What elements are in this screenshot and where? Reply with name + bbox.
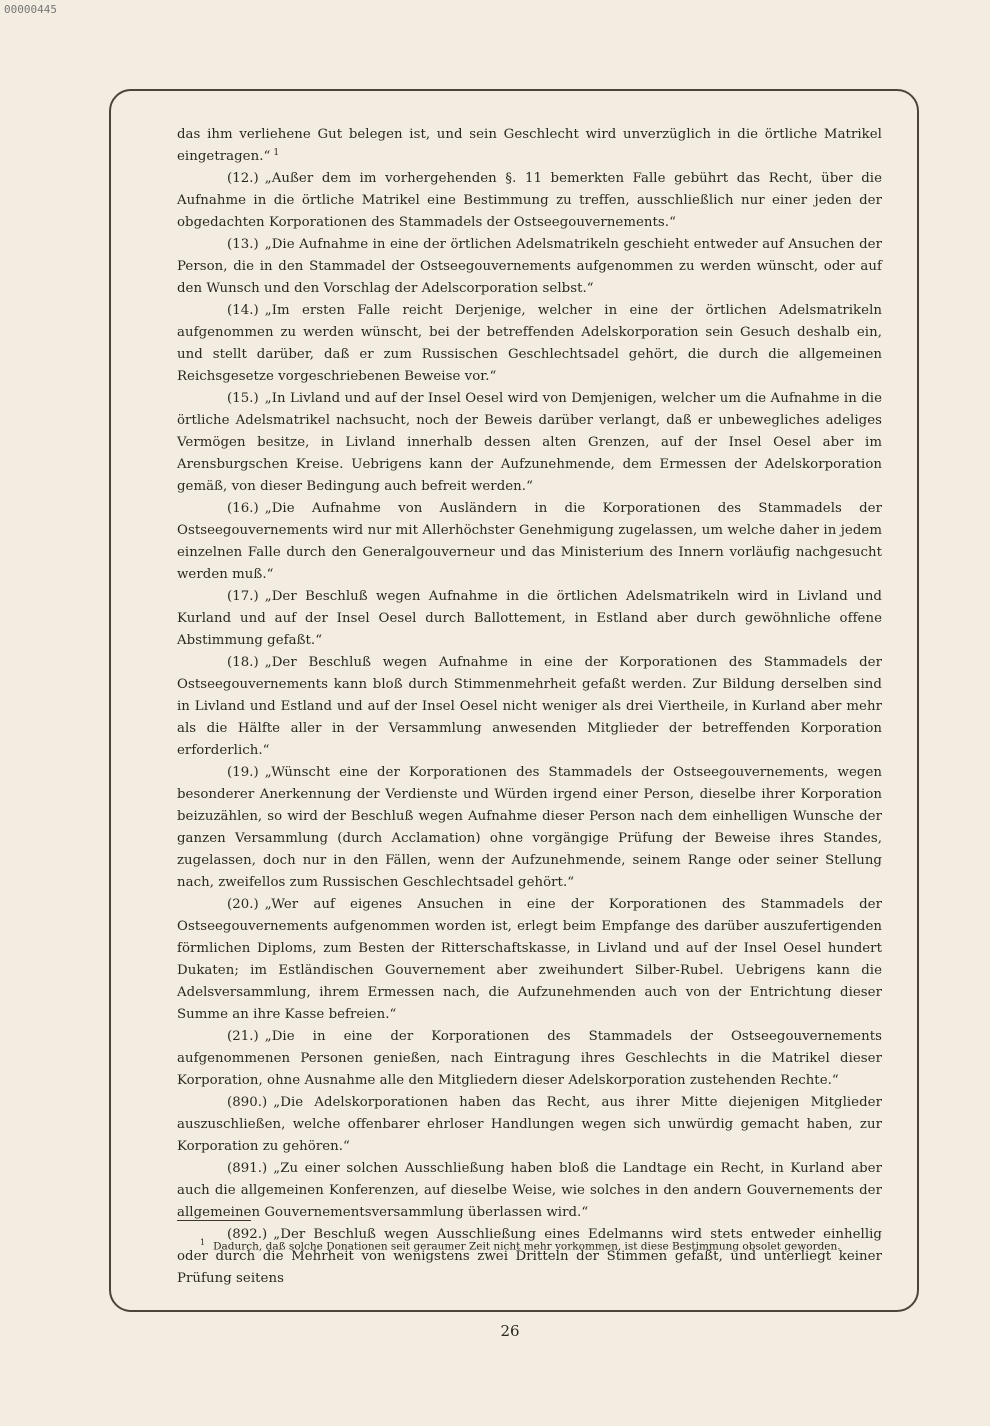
paragraph-16 <box>177 498 882 586</box>
paragraph-text: „Der Beschluß wegen Ausschließung eines Edelmanns wird stets entweder einhellig oder durch die Mehrheit von wenigstens zwei Dritteln der Stimmen gefaßt, und unterliegt keiner Prüfung seitens <box>177 1227 882 1286</box>
paragraph-0 <box>177 124 882 168</box>
footnote-mark: 1 <box>200 1238 206 1247</box>
footnote-divider <box>177 1220 251 1221</box>
paragraph-number: (890.) <box>227 1095 268 1110</box>
scan-id: 00000445 <box>4 3 57 16</box>
paragraph-number: (14.) <box>227 303 259 318</box>
paragraph-19 <box>177 762 882 894</box>
paragraph-text: „Zu einer solchen Ausschließung haben bloß die Landtage ein Recht, in Kurland aber auch die allgemeinen Konferenzen, auf dieselbe Weise, wie solches in den andern Gouvernements der allgemeinen Gouvernementsversammlung überlassen wird.“ <box>177 1161 882 1220</box>
paragraph-text: „Der Beschluß wegen Aufnahme in die örtlichen Adelsmatrikeln wird in Livland und Kurland und auf der Insel Oesel durch Ballottement, in Estland aber durch gewöhnliche offene Abstimmung gefaßt.“ <box>177 589 882 648</box>
footnote-text: Dadurch, daß solche Donationen seit geraumer Zeit nicht mehr vorkommen, ist diese Bestimmung obsolet geworden. <box>213 1240 841 1253</box>
paragraph-number: (892.) <box>227 1227 268 1242</box>
paragraph-number: (891.) <box>227 1161 268 1176</box>
page-number: 26 <box>500 1322 520 1340</box>
page-body <box>177 124 882 1290</box>
paragraph-number: (12.) <box>227 171 259 186</box>
paragraph-18 <box>177 652 882 762</box>
footnote <box>200 1236 890 1254</box>
paragraph-12 <box>177 168 882 234</box>
paragraph-number: (21.) <box>227 1029 259 1044</box>
paragraph-890 <box>177 1092 882 1158</box>
paragraph-text: „In Livland und auf der Insel Oesel wird von Demjenigen, welcher um die Aufnahme in die örtliche Adelsmatrikel nachsucht, noch der Beweis darüber verlangt, daß er unbewegliches adeliges Vermögen besitze, in Livland innerhalb dessen alten Grenzen, auf der Insel Oesel aber im Arensburgschen Kreise. Uebrigens kann der Aufzunehmende, dem Ermessen der Adelskorporation gemäß, von dieser Bedingung auch befreit werden.“ <box>177 391 882 494</box>
paragraph-number: (20.) <box>227 897 259 912</box>
paragraph-number: (19.) <box>227 765 259 780</box>
paragraph-17 <box>177 586 882 652</box>
paragraph-number: (15.) <box>227 391 259 406</box>
paragraph-891 <box>177 1158 882 1224</box>
paragraph-text: das ihm verliehene Gut belegen ist, und sein Geschlecht wird unverzüglich in die örtliche Matrikel eingetragen.“ <box>177 127 882 164</box>
paragraph-21 <box>177 1026 882 1092</box>
paragraph-number: (17.) <box>227 589 259 604</box>
paragraph-number: (16.) <box>227 501 259 516</box>
paragraph-892 <box>177 1224 882 1290</box>
footnote-reference: 1 <box>273 147 280 158</box>
paragraph-text: „Die Aufnahme von Ausländern in die Korporationen des Stammadels der Ostseegouvernements wird nur mit Allerhöchster Genehmigung zugelassen, um welche daher in jedem einzelnen Falle durch den Generalgouverneur und das Ministerium des Innern vorläufig nachgesucht werden muß.“ <box>177 501 882 582</box>
paragraph-13 <box>177 234 882 300</box>
paragraph-text: „Die in eine der Korporationen des Stammadels der Ostseegouvernements aufgenommenen Personen genießen, nach Eintragung ihres Geschlechts in die Matrikel dieser Korporation, ohne Ausnahme alle den Mitgliedern dieser Adelskorporation zustehenden Rechte.“ <box>177 1029 882 1088</box>
paragraph-text: „Der Beschluß wegen Aufnahme in eine der Korporationen des Stammadels der Ostseegouvernements kann bloß durch Stimmenmehrheit gefaßt werden. Zur Bildung derselben sind in Livland und Estland und auf der Insel Oesel nicht weniger als drei Viertheile, in Kurland aber mehr als die Hälfte aller in der Versammlung anwesenden Mitglieder der betreffenden Korporation erforderlich.“ <box>177 655 882 758</box>
paragraph-text: „Außer dem im vorhergehenden §. 11 bemerkten Falle gebührt das Recht, über die Aufnahme in die örtliche Matrikel eine Bestimmung zu treffen, ausschließlich nur einer jeden der obgedachten Korporationen des Stammadels der Ostseegouvernements.“ <box>177 171 882 230</box>
paragraph-text: „Die Aufnahme in eine der örtlichen Adelsmatrikeln geschieht entweder auf Ansuchen der Person, die in den Stammadel der Ostseegouvernements aufgenommen zu werden wünscht, oder auf den Wunsch und den Vorschlag der Adelscorporation selbst.“ <box>177 237 882 296</box>
paragraph-number: (13.) <box>227 237 259 252</box>
paragraph-15 <box>177 388 882 498</box>
paragraph-text: „Wünscht eine der Korporationen des Stammadels der Ostseegouvernements, wegen besonderer Anerkennung der Verdienste und Würden irgend einer Person, dieselbe ihrer Korporation beizuzählen, so wird der Beschluß wegen Aufnahme dieser Person nach dem einhelligen Wunsche der ganzen Versammlung (durch Acclamation) ohne vorgängige Prüfung der Beweise ihres Standes, zugelassen, doch nur in den Fällen, wenn der Aufzunehmende, seinem Range oder seiner Stellung nach, zweifellos zum Russischen Geschlechtsadel gehört.“ <box>177 765 882 890</box>
paragraph-text: „Im ersten Falle reicht Derjenige, welcher in eine der örtlichen Adelsmatrikeln aufgenommen zu werden wünscht, bei der betreffenden Adelskorporation sein Gesuch deshalb ein, und stellt darüber, daß er zum Russischen Geschlechtsadel gehört, die durch die allgemeinen Reichsgesetze vorgeschriebenen Beweise vor.“ <box>177 303 882 384</box>
paragraph-text: „Die Adelskorporationen haben das Recht, aus ihrer Mitte diejenigen Mitglieder auszuschließen, welche offenbarer ehrloser Handlungen wegen sich unwürdig gemacht haben, zur Korporation zu gehören.“ <box>177 1095 882 1154</box>
paragraph-14 <box>177 300 882 388</box>
paragraph-text: „Wer auf eigenes Ansuchen in eine der Korporationen des Stammadels der Ostseegouvernements aufgenommen worden ist, erlegt beim Empfange des darüber auszufertigenden förmlichen Diploms, zum Besten der Ritterschaftskasse, in Livland und auf der Insel Oesel hundert Dukaten; im Estländischen Gouvernement aber zweihundert Silber-Rubel. Uebrigens kann die Adelsversammlung, ihrem Ermessen nach, die Aufzunehmenden auch von der Entrichtung dieser Summe an ihre Kasse befreien.“ <box>177 897 882 1022</box>
paragraph-number: (18.) <box>227 655 259 670</box>
paragraph-20 <box>177 894 882 1026</box>
